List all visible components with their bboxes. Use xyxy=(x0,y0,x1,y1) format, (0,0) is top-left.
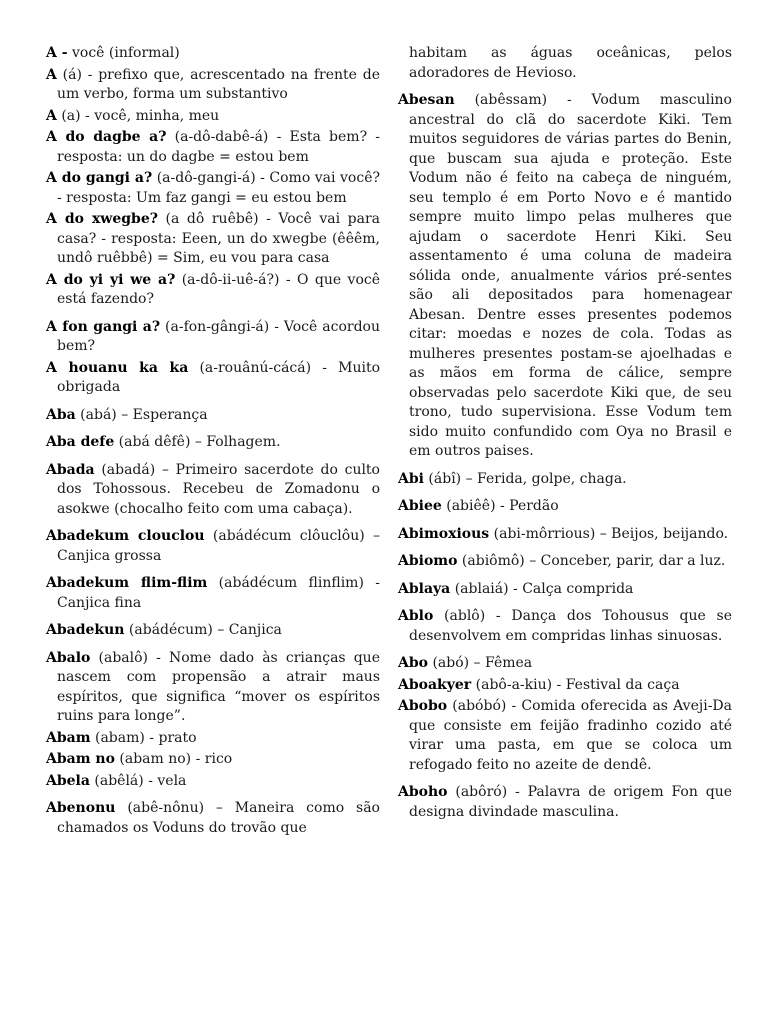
entry-term: Aboakyer xyxy=(398,676,472,693)
entry-definition: (abiômô) – Conceber, parir, dar a luz. xyxy=(457,553,726,569)
dictionary-entry xyxy=(46,527,380,566)
entry-definition: você (informal) xyxy=(67,45,180,61)
entry-term: Abadekun xyxy=(46,622,125,638)
entry-term: A do dagbe a? xyxy=(46,129,167,145)
dictionary-entry xyxy=(46,574,380,613)
entry-term: Abada xyxy=(46,461,95,478)
entry-definition: (ábî) – Ferida, golpe, chaga. xyxy=(423,470,627,487)
dictionary-entry xyxy=(398,470,732,490)
entry-definition: (a) - você, minha, meu xyxy=(56,107,220,124)
entry-term: Abadekum clouclou xyxy=(46,528,205,544)
entry-term: A do gangi a? xyxy=(46,170,153,186)
entry-definition: (abó) – Fêmea xyxy=(428,655,533,671)
entry-definition: (a-rouânú-cácá) - Muito obrigada xyxy=(57,359,380,395)
dictionary-entry xyxy=(46,729,380,749)
entry-term: Abenonu xyxy=(46,800,116,816)
entry-definition: (a-dô-ii-uê-á?) - O que você está fazendo? xyxy=(57,271,380,307)
dictionary-entry xyxy=(398,525,732,545)
entry-term: A xyxy=(46,107,57,124)
entry-term: A xyxy=(46,66,57,83)
entry-term: Abimoxious xyxy=(398,525,490,542)
dictionary-entry xyxy=(398,783,732,822)
dictionary-entry xyxy=(46,271,380,310)
entry-term: Abo xyxy=(398,655,428,671)
dictionary-entry xyxy=(398,676,732,696)
entry-definition: (a-dô-dabê-á) - Esta bem? - resposta: un do dagbe = estou bem xyxy=(57,129,381,165)
dictionary-entry xyxy=(398,654,732,674)
entry-definition: (abá dêfê) – Folhagem. xyxy=(114,434,281,450)
entry-definition: (a dô ruêbê) - Você vai para casa? - resposta: Eeen, un do xwegbe (êêêm, undô ruêbbê) = Sim, eu vou para casa xyxy=(57,211,381,266)
entry-term: Ablo xyxy=(398,608,434,624)
entry-term: Aba xyxy=(46,406,76,423)
entry-definition: (abê-nônu) – Maneira como são chamados os Voduns do trovão que xyxy=(57,800,380,836)
entry-continuation: habitam as águas oceânicas, pelos adoradores de Hevioso. xyxy=(409,45,732,81)
entry-term: Abela xyxy=(46,772,90,789)
entry-definition: (abá) – Esperança xyxy=(75,406,208,423)
dictionary-entry xyxy=(398,497,732,517)
entry-definition: (abam) - prato xyxy=(90,729,197,746)
entry-definition: (abôró) - Palavra de origem Fon que designa divindade masculina. xyxy=(409,784,732,820)
dictionary-entry xyxy=(46,128,380,167)
dictionary-entry xyxy=(46,359,380,398)
entry-term: Aboho xyxy=(398,784,448,800)
entry-term: Ablaya xyxy=(398,580,451,597)
dictionary-entry xyxy=(46,169,380,208)
entry-definition: (a-fon-gângi-á) - Você acordou bem? xyxy=(57,318,380,354)
dictionary-entry xyxy=(46,799,380,838)
entry-definition: (abádécum flinflim) - Canjica fina xyxy=(57,575,380,611)
entry-term: A do yi yi we a? xyxy=(46,271,176,288)
entry-term: A - xyxy=(46,45,68,61)
entry-definition: (abi-môrrious) – Beijos, beijando. xyxy=(489,525,729,542)
dictionary-entry xyxy=(398,91,732,462)
right-column xyxy=(398,44,732,830)
entry-term: Abam xyxy=(46,729,91,746)
entry-definition: (abam no) - rico xyxy=(114,751,233,767)
entry-definition: (abalô) - Nome dado às crianças que nascem com propensão a atrair maus espíritos, que significa “mover os espíritos ruins para longe”. xyxy=(57,649,380,724)
entry-definition: (abêlá) - vela xyxy=(89,772,187,789)
entry-definition: (a-dô-gangi-á) - Como vai você? - resposta: Um faz gangi = eu estou bem xyxy=(57,170,380,206)
entry-definition: (abadá) – Primeiro sacerdote do culto dos Tohossous. Recebeu de Zomadonu o asokwe (chocalho feito com uma cabaça). xyxy=(57,461,380,517)
entry-term: Abi xyxy=(398,470,424,487)
entry-definition: (abô-a-kiu) - Festival da caça xyxy=(471,676,680,693)
dictionary-entry xyxy=(46,433,380,453)
dictionary-entry xyxy=(46,107,380,127)
dictionary-entry xyxy=(46,66,380,105)
entry-term: Abiee xyxy=(398,498,442,514)
dictionary-entry xyxy=(46,318,380,357)
dictionary-entry xyxy=(46,621,380,641)
entry-definition: (abádécum clôuclôu) – Canjica grossa xyxy=(57,528,380,564)
entry-term: A do xwegbe? xyxy=(46,211,158,227)
dictionary-entry xyxy=(398,607,732,646)
entry-definition: (abóbó) - Comida oferecida as Aveji-Da que consiste em feijão fradinho cozido até virar uma pasta, em que se coloca um refogado feito no azeite de dendê. xyxy=(409,698,732,773)
entry-term: Abesan xyxy=(398,92,455,108)
entry-definition: (ablô) - Dança dos Tohousus que se desenvolvem em compridas linhas sinuosas. xyxy=(409,608,732,644)
dictionary-entry xyxy=(398,552,732,572)
entry-term: Abalo xyxy=(46,649,91,666)
dictionary-entry xyxy=(46,210,380,269)
dictionary-entry xyxy=(46,406,380,426)
entry-term: Abadekum flim-flim xyxy=(46,575,208,591)
dictionary-entry xyxy=(46,772,380,792)
entry-definition: (abêssam) - Vodum masculino ancestral do clã do sacerdote Kiki. Tem muitos seguidores de várias partes do Benin, que buscam sua ajuda e proteção. Este Vodum não é feito na cabeça de ninguém, seu templo é em Porto Novo e é mantido sempre muito limpo pelas mulheres que ajudam o sacerdote Henri Kiki. Seu assentamento é uma coluna de madeira sólida onde, anualmente vários pré-sentes são ali depositados para homenagear Abesan. Dentre esses presentes podemos citar: moedas e nozes de cola. Todas as mulheres presentes postam-se ajoelhadas e as mãos em forma de cálice, sempre observadas pelo sacerdote Kiki que, de seu trono, tudo supervisiona. Esse Vodum tem sido muito confundido com Oya no Brasil e em outros paises. xyxy=(409,92,732,459)
dictionary-entry xyxy=(46,44,380,64)
entry-term: A houanu ka ka xyxy=(46,359,189,376)
entry-term: A fon gangi a? xyxy=(46,318,161,335)
entry-term: Aba defe xyxy=(46,434,115,450)
dictionary-entry xyxy=(398,580,732,600)
entry-definition: (abádécum) – Canjica xyxy=(124,622,282,638)
entry-definition: (á) - prefixo que, acrescentado na frente de um verbo, forma um substantivo xyxy=(56,66,380,102)
left-column xyxy=(46,44,380,846)
dictionary-entry xyxy=(46,461,380,520)
entry-definition: (ablaiá) - Calça comprida xyxy=(450,580,634,597)
entry-term: Abiomo xyxy=(398,553,458,569)
entry-definition: (abiêê) - Perdão xyxy=(441,498,559,514)
entry-term: Abobo xyxy=(398,698,448,714)
dictionary-entry xyxy=(46,649,380,727)
dictionary-entry xyxy=(46,750,380,770)
entry-term: Abam no xyxy=(46,751,115,767)
dictionary-entry xyxy=(398,697,732,775)
